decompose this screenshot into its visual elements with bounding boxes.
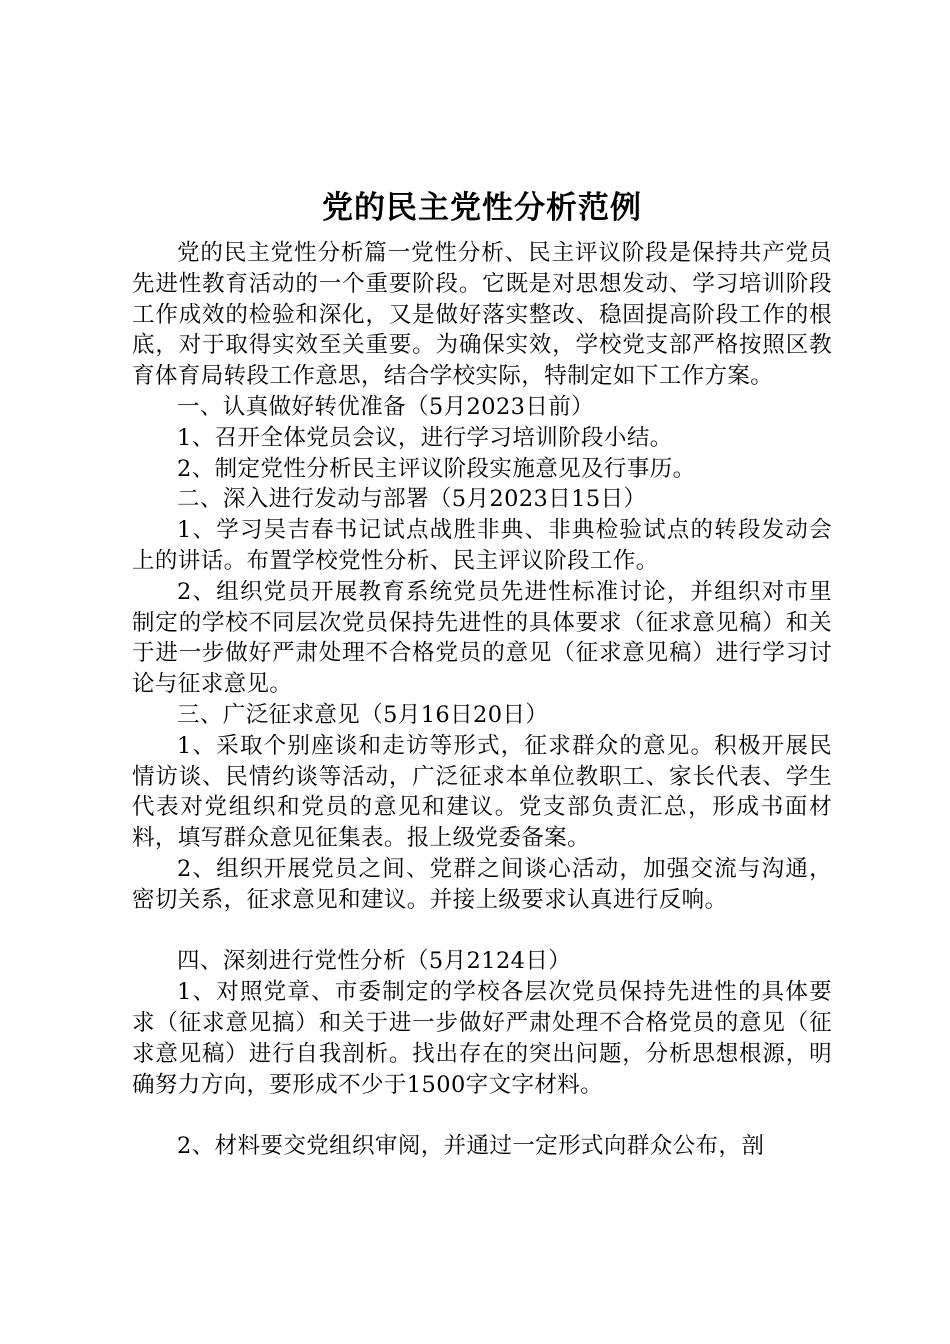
section-heading-1: 一、认真做好转优准备（5月2023日前） [177, 393, 595, 420]
paragraph-item: 1、采取个别座谈和走访等形式，征求群众的意见。积极开展民情访谈、民情约谈等活动，广泛征求本单位教职工、家长代表、学生代表对党组织和党员的意见和建议。党支部负责汇总，形成书面材料，填写群众意见征集表。报上级党委备案。 [132, 732, 832, 852]
paragraph-item: 2、材料要交党组织审阅，并通过一定形式向群众公布，剖 [177, 1133, 765, 1160]
paragraph-item: 2、组织党员开展教育系统党员先进性标准讨论，并组织对市里制定的学校不同层次党员保持先进性的具体要求（征求意见稿）和关于进一步做好严肃处理不合格党员的意见（征求意见稿）进行学习讨论与征求意见。 [132, 578, 832, 698]
document-title: 党的民主党性分析范例 [322, 190, 642, 226]
paragraph-gap [132, 916, 832, 947]
section-heading-3: 三、广泛征求意见（5月16日20日） [177, 701, 549, 728]
section-heading-2: 二、深入进行发动与部署（5月2023日15日） [177, 486, 647, 513]
paragraph-gap [132, 1100, 832, 1131]
paragraph-item: 2、组织开展党员之间、党群之间谈心活动，加强交流与沟通，密切关系，征求意见和建议。并接上级要求认真进行反响。 [132, 855, 832, 913]
paragraph-item: 2、制定党性分析民主评议阶段实施意见及行事历。 [177, 455, 696, 482]
document-page [132, 178, 832, 1162]
paragraph-item: 1、召开全体党员会议，进行学习培训阶段小结。 [177, 424, 673, 451]
paragraph-item: 1、对照党章、市委制定的学校各层次党员保持先进性的具体要求（征求意见搞）和关于进一步做好严肃处理不合格党员的意见（征求意见稿）进行自我剖析。找出存在的突出问题，分析思想根源，明确努力方向，要形成不少于1500字文字材料。 [132, 979, 832, 1098]
section-heading-4: 四、深刻进行党性分析（5月2124日） [177, 948, 572, 975]
paragraph-item: 1、学习吴吉春书记试点战胜非典、非典检验试点的转段发动会上的讲话。布置学校党性分析、民主评议阶段工作。 [132, 517, 832, 574]
paragraph-intro: 党的民主党性分析篇一党性分析、民主评议阶段是保持共产党员先进性教育活动的一个重要阶段。它既是对思想发动、学习培训阶段工作成效的检验和深化，又是做好落实整改、稳固提高阶段工作的根底，对于取得实效至关重要。为确保实效，学校党支部严格按照区教育体育局转段工作意思，结合学校实际，特制定如下工作方案。 [132, 240, 832, 390]
